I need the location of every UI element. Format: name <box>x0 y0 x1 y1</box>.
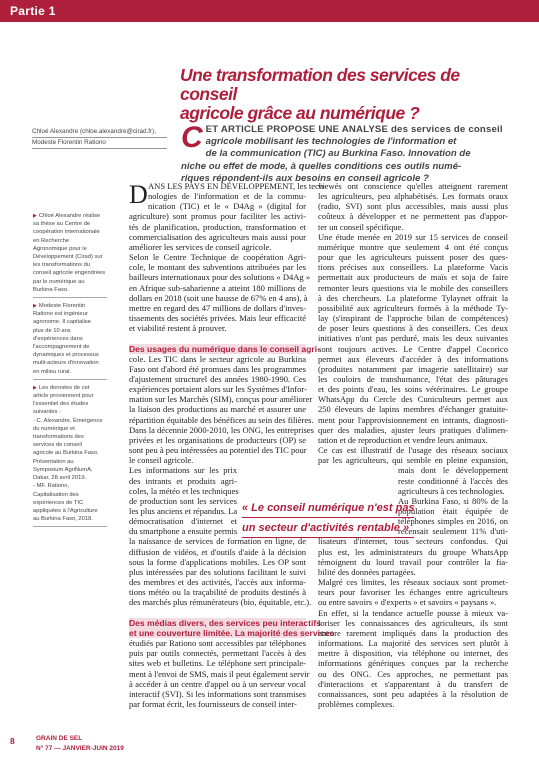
body-line: par les agriculteurs, qui semble en pleine expansion, <box>318 455 508 466</box>
body-line: problèmes complexes. <box>318 698 395 709</box>
body-line: sont peu à peu intéressées au potentiel des TIC pour <box>129 445 307 456</box>
body-line: et viabilité restent à prouver. <box>129 323 227 334</box>
body-line: lisateurs d'internet, tous secteurs confondus. Qui <box>318 536 508 547</box>
body-line: tissements des sociétés privées. Mais leur efficacité <box>129 313 306 324</box>
body-line: Au Burkina Faso, si 80% de la <box>398 495 508 506</box>
lead-line: de la communication (TIC) au Burkina Faso. Innovation de <box>205 148 471 160</box>
body-line: tés de planification, production, transformation et <box>129 221 306 232</box>
body-line: permet aux éleveurs d'accéder à des informations <box>318 353 508 364</box>
author-sidebar <box>33 212 107 531</box>
body-line: ment à l'envoi de SMS, mais il peut également servir <box>129 668 310 679</box>
body-line: tions précises aux conseillers. La plateforme Vacis <box>318 262 508 273</box>
article-lead <box>181 121 509 185</box>
body-line: de poser leurs questions à des conseillers. Ces deux <box>318 323 508 334</box>
body-line: Les informations sur les prix <box>129 465 237 476</box>
body-line: informations génériques conçues par la recherche <box>318 658 508 669</box>
sidebar-line: Agronomique pour le <box>33 245 87 252</box>
body-line: initiatives n'ont pas perduré, mais les deux suivantes <box>318 333 508 344</box>
body-line: les agriculteurs, peu alphabétisés. Les formats oraux <box>318 191 508 202</box>
sidebar-line: Burkina Faso. <box>33 286 69 293</box>
body-line: mation sur les Marchés (SIM), conçus pour améliorer <box>129 394 313 405</box>
sidebar-line: Rationo est ingénieur <box>33 311 88 318</box>
author-line-1: Chloé Alexandre (chloe.alexandre@cirad.fr), <box>32 127 167 138</box>
body-line: Dans la décennie 2000-2010, les ONG, les entreprises <box>129 424 314 435</box>
author-line-2: Modeste Florentin Rationo <box>32 138 167 149</box>
body-line: mettre à disposition, via téléphone ou internet, des <box>318 648 508 659</box>
sidebar-line: coopération internationale <box>33 229 100 236</box>
sidebar-line: agronome. Il capitalise <box>33 319 92 326</box>
body-line: coles, la météo et les techniques <box>129 485 239 496</box>
body-line: démocratisation d'internet et <box>129 516 237 527</box>
body-line: mettre en regard des 47 millions de dollars d'inves- <box>129 302 306 313</box>
body-line: Faso ont d'abord été promues dans les programmes <box>129 363 306 374</box>
sidebar-line: Dakar, 28 avril 2019. <box>33 475 87 482</box>
body-line: interactif (SVI). Si les informations sont transmises <box>129 688 306 699</box>
sidebar-note <box>33 384 107 527</box>
body-line: numérique montre que seulement 4 ont été conçus <box>318 241 508 252</box>
body-line: agriculture) sont promus pour faciliter les activi- <box>129 211 306 222</box>
body-line: les plus anciens et répandus. La <box>129 506 238 516</box>
body-line: recensait seulement 11% d'uti- <box>398 526 508 537</box>
body-line: ANS LES PAYS EN DÉVELOPPEMENT, les tech- <box>148 181 326 191</box>
sidebar-line: ▶ Modeste Florentin <box>33 303 86 310</box>
body-line: viewés ont conscience qu'elles atteignent rarement <box>318 181 508 191</box>
body-line: privées et les organisations de producteurs (OP) se <box>129 434 306 445</box>
lead-line: riques répondent-ils aux besoins en conseil agricole ? <box>181 172 429 184</box>
sidebar-line: Symposium AgriNumA, <box>33 466 93 473</box>
body-line: à des chercheurs. La plateforme Tylaynet offrait la <box>318 292 508 303</box>
sidebar-line: les transformations du <box>33 262 91 269</box>
sidebar-line: en milieu rural. <box>33 368 72 375</box>
body-line: loriser les connaissances des agriculteurs, ils sont <box>318 617 508 628</box>
body-line: du smartphone a ensuite permis <box>129 526 238 537</box>
body-line: pour que les agriculteurs puissent poser des ques- <box>318 252 508 263</box>
title-line-2: agricole grâce au numérique ? <box>180 103 420 123</box>
body-line: par format écrit, les fournisseurs de conseil inter- <box>129 698 297 709</box>
body-line: mais dont le développement <box>398 465 508 476</box>
body-line: cole, le montant des subventions attribuées par les <box>129 262 306 273</box>
body-line: des membres et des activités, l'accès aux informa- <box>129 577 306 588</box>
body-line: des intrants et produits agri- <box>129 475 237 486</box>
body-line: reste conditionné à l'accès des <box>398 475 508 486</box>
lead-drop-cap: C <box>181 121 203 154</box>
sidebar-line: en Recherche <box>33 237 70 244</box>
sidebar-line: agricole au Burkina Faso. <box>33 450 99 457</box>
body-line: dollars en 2018 (soit une hausse de 67% en 4 ans), à <box>129 292 308 303</box>
body-line: teurs pour favoriser les échanges entre agriculteurs <box>318 587 508 598</box>
body-line: En effet, si la tendance actuelle pousse à mieux va- <box>318 607 508 618</box>
body-line: ou des ONG. Ces approches, ne permettant pas <box>318 668 508 679</box>
sidebar-note <box>33 302 107 380</box>
body-line: la liaison des productions au marché et assurer une <box>129 404 306 415</box>
sidebar-line: Développement (Cirad) sur <box>33 254 103 261</box>
body-line: connaissances, sont peu adaptées à la résolution de <box>318 688 508 699</box>
body-line: bilité des données partagées. <box>318 566 416 577</box>
body-line: et des points d'eau, les soins vétérinaires. Le groupe <box>318 384 508 395</box>
sidebar-line: l'accompagnement de <box>33 344 90 351</box>
body-line: étudiés par Rationo sont accessibles par téléphones <box>129 638 306 649</box>
body-line: témoignent du lourd travail pour contrôler la fia- <box>318 556 508 567</box>
sidebar-line: ▶ Les données de cet <box>33 384 90 391</box>
body-line: informations. La majorité des services sert plutôt à <box>318 638 508 649</box>
pull-quote-line-2: un secteur d'activités rentable » <box>242 520 414 538</box>
body-line: sont toujours actives. Le Centre d'appel Cocorico <box>318 343 508 354</box>
sidebar-line: - MF. Rationo, <box>33 483 70 490</box>
author-byline <box>32 127 167 149</box>
pull-quote-line-1: « Le conseil numérique n'est pas <box>242 500 414 518</box>
sidebar-line: conseil agricole engendrées <box>33 270 106 277</box>
body-line: tation et de reproduction et vendre leurs animaux. <box>318 434 488 445</box>
body-line: à accéder à un centre d'appel ou à un serveur vocal <box>129 678 306 689</box>
body-line: ou entre savoirs « d'experts » et savoirs « paysans ». <box>318 597 497 608</box>
body-line: encore rarement impliqués dans la production des <box>318 627 508 638</box>
lead-line: agricole mobilisant les technologies de l'information et <box>205 136 457 148</box>
body-line: le conseil agricole. <box>129 455 194 466</box>
body-line: de production sont les services <box>129 495 237 506</box>
lead-line: niche ou effet de mode, à quelles conditions ces outils numé- <box>181 160 462 172</box>
body-line: nication (TIC) et le « D4Ag » (digital for <box>148 201 306 212</box>
body-line <box>129 608 306 618</box>
body-line: coûteux à développer et ne permettent pas d'appor- <box>318 211 508 222</box>
body-line: sous la forme d'applications mobiles. Les OP sont <box>129 556 306 567</box>
lead-line: ET ARTICLE PROPOSE UNE ANALYSE des services de conseil <box>205 124 503 135</box>
sidebar-line: Présentation au <box>33 458 74 465</box>
body-line: remonter leurs questions via le mobile des conseillers <box>318 282 508 293</box>
body-line: la naissance de services de formation en ligne, de <box>129 536 306 547</box>
body-line: Une étude menée en 2019 sur 15 services de conseil <box>318 231 508 242</box>
sidebar-line: article proviennent pour <box>33 393 94 400</box>
sidebar-line: ▶ Chloé Alexandre réalise <box>33 213 101 219</box>
body-line: permettait aux producteurs de maïs et soja de faire <box>318 272 508 283</box>
body-line: Selon le Centre Technique de coopération Agri- <box>129 252 306 263</box>
body-line: 250 éleveurs de lapins membres d'échanger gratuite- <box>318 404 508 415</box>
body-line: puis par outils connectés, permettant l'accès à des <box>129 648 306 659</box>
body-line: tions météo ou la traçabilité de produits destinés à <box>129 587 306 598</box>
body-line: diffusion de vidéos, et d'outils d'aide à la décision <box>129 546 306 557</box>
body-line: plus est, les administrateurs du groupe WhatsApp <box>318 546 508 557</box>
issue-info: N° 77 — JANVIER-JUIN 2019 <box>36 745 124 752</box>
sidebar-line: transformations des <box>33 434 84 441</box>
sidebar-line: au Burkina Faso, 2018. <box>33 516 93 523</box>
body-line: quer des maladies, ajuster leurs pratiques d'alimen- <box>318 424 508 435</box>
page-number: 8 <box>10 736 15 746</box>
sidebar-line: d'expériences dans <box>33 335 83 342</box>
section-banner <box>0 0 539 22</box>
body-line: possibilité aux agriculteurs formés à la méthode Ty- <box>318 302 508 313</box>
body-line: répartition équitable des bénéfices au sein des filières. <box>129 414 314 425</box>
body-line: et une couverture limitée. La majorité des services <box>129 627 335 638</box>
body-line: commercialisation des agriculteurs mais aussi pour <box>129 231 306 242</box>
body-line: agriculteurs à ces technologies. <box>398 485 505 496</box>
triangle-bullet-icon: ▶ <box>33 213 37 219</box>
body-line: Des médias divers, des services peu interactifs <box>129 617 321 628</box>
sidebar-line: services de conseil <box>33 442 82 449</box>
body-line: plus intéressées par des solutions facilitant le suivi <box>129 566 306 577</box>
body-line <box>129 333 306 343</box>
sidebar-line: dynamiques et processus <box>33 352 99 359</box>
body-line: Ce cas est illustratif de l'usage des réseaux sociaux <box>318 445 508 456</box>
body-line: améliorer les services de conseil agricole. <box>129 241 272 252</box>
body-line: population était équipée de <box>398 506 508 516</box>
section-label: Partie 1 <box>10 4 56 18</box>
sidebar-line: - C. Alexandre, Émergence <box>33 417 103 424</box>
body-line: d'interactions et s'apparentant à du transfert de <box>318 678 508 689</box>
body-line: lay (s'inspirant de l'approche bilan de compétences) <box>318 313 508 324</box>
body-line: nologies de l'information et de la commu- <box>148 191 306 202</box>
magazine-name: GRAIN DE SEL <box>36 735 83 742</box>
body-line: en Afrique sub-saharienne a atteint 180 millions de <box>129 282 306 293</box>
sidebar-line: multi-acteurs d'innovation <box>33 360 99 367</box>
title-line-1: Une transformation des services de conseil <box>180 65 460 104</box>
sidebar-line: expériences de TIC <box>33 499 84 506</box>
body-line: expériences portaient alors sur les Systèmes d'Infor- <box>129 384 307 395</box>
sidebar-line: sa thèse au Centre de <box>33 221 91 228</box>
body-line: ter un conseil spécifique. <box>318 221 404 232</box>
body-line: bailleurs internationaux pour des solutions « D4Ag » <box>129 272 311 283</box>
body-line: d'ajustement structurel des années 1980-1990. Ces <box>129 373 306 384</box>
sidebar-line: plus de 10 ans <box>33 327 71 334</box>
body-line: ment pour l'approvisionnement en intrants, diagnosti- <box>318 414 508 425</box>
body-line: Malgré ces limites, les réseaux sociaux sont promet- <box>318 577 508 588</box>
sidebar-line: l'essentiel des études <box>33 401 89 408</box>
body-drop-cap: D <box>129 180 148 209</box>
sidebar-line: suivantes : <box>33 409 61 416</box>
triangle-bullet-icon: ▶ <box>33 303 37 310</box>
sidebar-line: par le numérique au <box>33 278 85 285</box>
triangle-bullet-icon: ▶ <box>33 384 37 391</box>
body-line: les couloirs de transhumance, l'état des pâturages <box>318 373 508 384</box>
body-line: téléphones simples en 2016, on <box>398 516 508 527</box>
pull-quote <box>242 500 414 538</box>
body-line: (produites notamment par imagerie satellitaire) sur <box>318 363 508 374</box>
sidebar-line: appliquées à l'Agriculture <box>33 507 98 514</box>
body-line: Des usages du numérique dans le conseil agri- <box>129 343 320 354</box>
body-column-right <box>318 181 508 709</box>
sidebar-line: du numérique et <box>33 425 75 432</box>
body-line: WhatsApp du Cercle des Cuniculteurs permet aux <box>318 394 508 405</box>
sidebar-note <box>33 212 107 298</box>
body-line: sites web et bulletins. Le téléphone sert principale- <box>129 658 306 669</box>
sidebar-line: Capitalisation des <box>33 491 79 498</box>
body-line: cole. Les TIC dans le secteur agricole au Burkina <box>129 353 306 364</box>
body-line: (radio, SVI) sont plus accessibles, mais aussi plus <box>318 201 508 212</box>
article-title <box>180 66 510 123</box>
body-line: des marchés plus rémunérateurs (bio, équitable, etc.). <box>129 597 312 608</box>
